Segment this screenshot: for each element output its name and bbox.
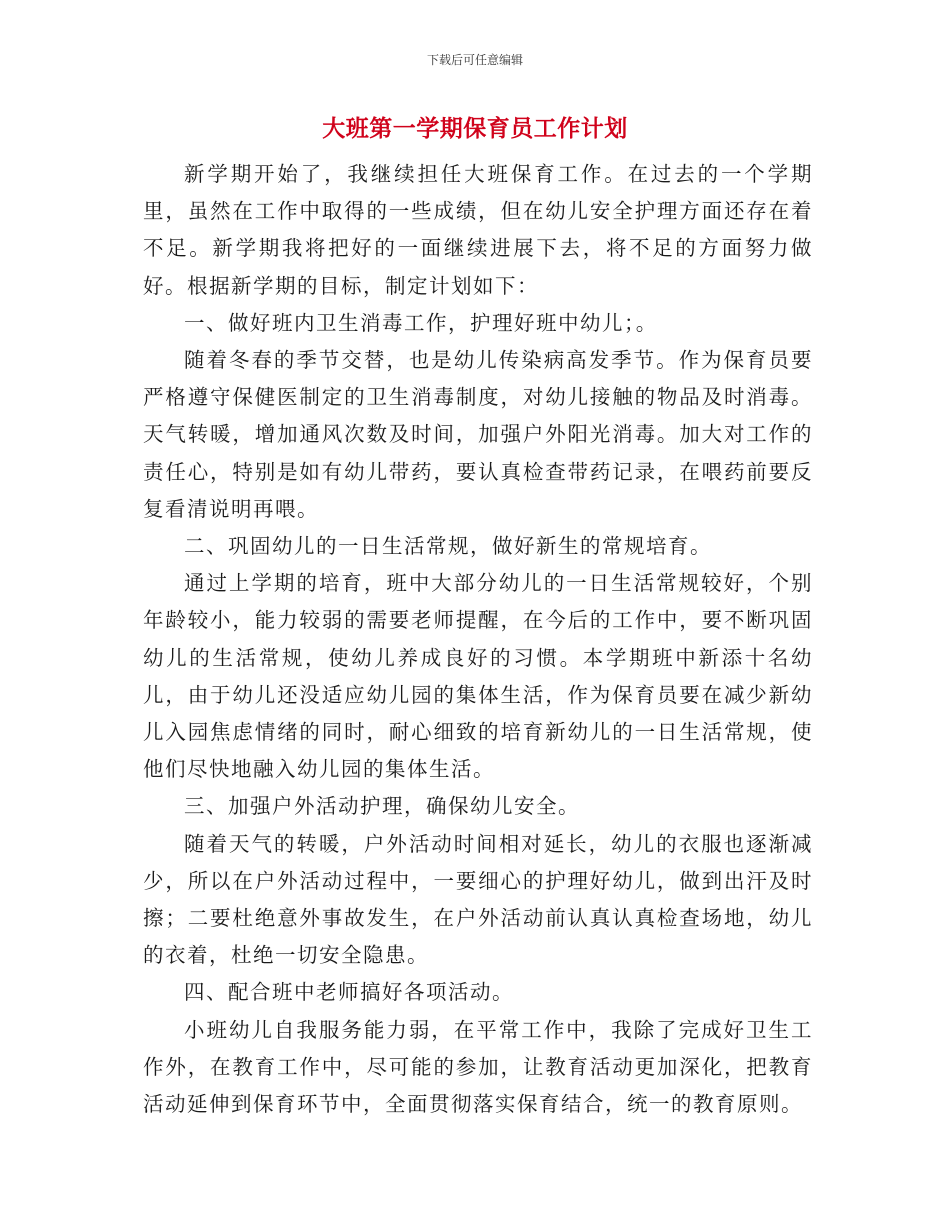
paragraph-section-4: 小班幼儿自我服务能力弱，在平常工作中，我除了完成好卫生工作外，在教育工作中，尽可能的参加，让教育活动更加深化，把教育活动延伸到保育环节中，全面贯彻落实保育结合，统一的教育原则。 xyxy=(143,1017,813,1117)
section-heading-1: 一、做好班内卫生消毒工作，护理好班中幼儿；。 xyxy=(184,310,658,335)
document-body xyxy=(143,156,813,1123)
paragraph-section-2: 通过上学期的培育，班中大部分幼儿的一日生活常规较好，个别年龄较小，能力较弱的需要老师提醒，在今后的工作中，要不断巩固幼儿的生活常规，使幼儿养成良好的习惯。本学期班中新添十名幼儿，由于幼儿还没适应幼儿园的集体生活，作为保育员要在减少新幼儿入园焦虑情绪的同时，耐心细致的培育新幼儿的一日生活常规，使他们尽快地融入幼儿园的集体生活。 xyxy=(143,571,813,782)
header-note: 下载后可任意编辑 xyxy=(426,53,523,67)
document-title: 大班第一学期保育员工作计划 xyxy=(322,115,628,142)
section-heading-3: 三、加强户外活动护理，确保幼儿安全。 xyxy=(184,794,580,819)
paragraph-section-1: 随着冬春的季节交替，也是幼儿传染病高发季节。作为保育员要严格遵守保健医制定的卫生消毒制度，对幼儿接触的物品及时消毒。天气转暖，增加通风次数及时间，加强户外阳光消毒。加大对工作的责任心，特别是如有幼儿带药，要认真检查带药记录，在喂药前要反复看清说明再喂。 xyxy=(143,348,813,521)
section-heading-2: 二、巩固幼儿的一日生活常规，做好新生的常规培育。 xyxy=(184,534,712,559)
paragraph-intro: 新学期开始了，我继续担任大班保育工作。在过去的一个学期里，虽然在工作中取得的一些成绩，但在幼儿安全护理方面还存在着不足。新学期我将把好的一面继续进展下去，将不足的方面努力做好。根据新学期的目标，制定计划如下： xyxy=(143,162,813,298)
section-heading-4: 四、配合班中老师搞好各项活动。 xyxy=(184,980,514,1005)
paragraph-section-3: 随着天气的转暖，户外活动时间相对延长，幼儿的衣服也逐渐减少，所以在户外活动过程中，一要细心的护理好幼儿，做到出汗及时擦；二要杜绝意外事故发生，在户外活动前认真认真检查场地，幼儿的衣着，杜绝一切安全隐患。 xyxy=(143,831,813,968)
